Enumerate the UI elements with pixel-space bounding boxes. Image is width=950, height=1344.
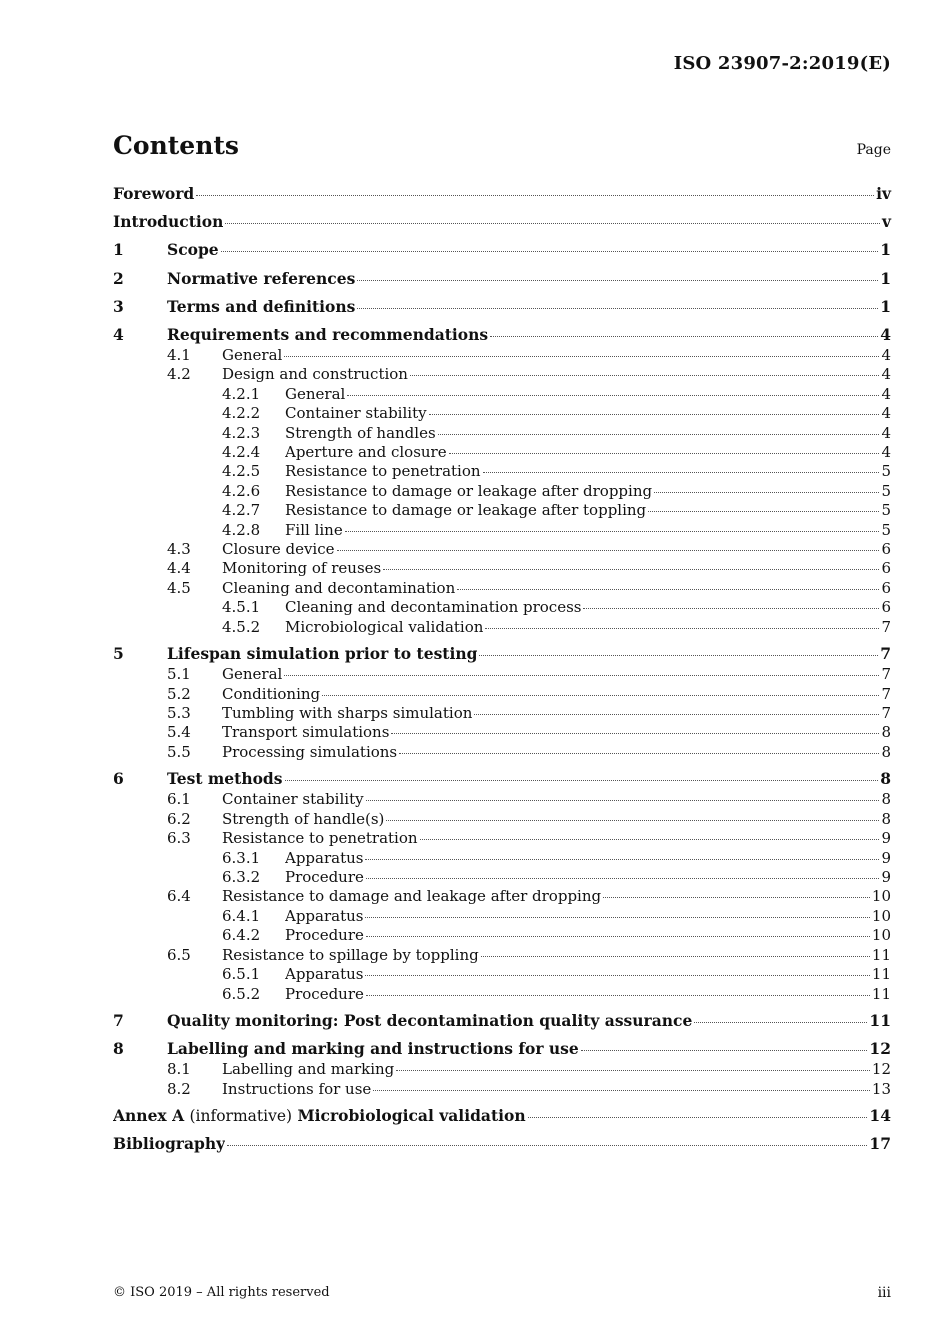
dot-leader bbox=[391, 732, 879, 734]
toc-entry-page: 10 bbox=[871, 926, 891, 945]
toc-entry-page: 8 bbox=[881, 809, 891, 828]
toc-entry[interactable] bbox=[113, 443, 891, 462]
toc-entry-title: Resistance to penetration bbox=[285, 462, 481, 481]
toc-entry[interactable] bbox=[113, 685, 891, 704]
dot-leader bbox=[284, 355, 879, 357]
toc-entry-number: 5.2 bbox=[167, 684, 191, 703]
toc-entry[interactable] bbox=[113, 849, 891, 868]
toc-entry[interactable] bbox=[113, 965, 891, 984]
page-number: iii bbox=[877, 1285, 891, 1301]
toc-entry-number: 3 bbox=[113, 296, 124, 316]
toc-entry-title: General bbox=[222, 665, 283, 684]
toc-entry-page: 11 bbox=[871, 984, 891, 1003]
toc-entry[interactable] bbox=[113, 868, 891, 887]
toc-entry[interactable] bbox=[113, 424, 891, 443]
dot-leader bbox=[654, 491, 879, 493]
toc-entry-title: Apparatus bbox=[285, 906, 364, 925]
dot-leader bbox=[438, 433, 880, 435]
toc-entry-title: Strength of handle(s) bbox=[222, 809, 385, 828]
toc-entry-page: 5 bbox=[881, 501, 891, 520]
toc-entry-number: 4.4 bbox=[167, 559, 191, 578]
toc-entry[interactable] bbox=[113, 665, 891, 684]
copyright-notice: © ISO 2019 – All rights reserved bbox=[113, 1285, 330, 1300]
toc-entry[interactable] bbox=[113, 643, 891, 665]
toc-entry-page: 5 bbox=[881, 462, 891, 481]
toc-entry-number: 7 bbox=[113, 1011, 124, 1031]
dot-leader bbox=[365, 916, 869, 918]
toc-entry-page: 13 bbox=[871, 1079, 891, 1098]
toc-entry[interactable] bbox=[113, 1010, 891, 1032]
dot-leader bbox=[366, 799, 880, 801]
toc-entry-number: 6.5 bbox=[167, 945, 191, 964]
toc-entry-number: 6.3.1 bbox=[222, 848, 261, 867]
dot-leader bbox=[383, 568, 879, 570]
toc-entry-page: 8 bbox=[881, 742, 891, 761]
toc-entry-title: Procedure bbox=[285, 926, 364, 945]
toc-entry-number: 4.2.4 bbox=[222, 442, 261, 461]
dot-leader bbox=[345, 530, 880, 532]
dot-leader bbox=[357, 307, 878, 309]
toc-entry[interactable] bbox=[113, 404, 891, 423]
toc-entry-title: Apparatus bbox=[285, 848, 364, 867]
toc-entry-page: 6 bbox=[881, 559, 891, 578]
toc-entry-title bbox=[113, 1105, 526, 1127]
dot-leader bbox=[481, 955, 870, 957]
toc-entry-title: Introduction bbox=[113, 212, 224, 232]
toc-entry[interactable] bbox=[113, 268, 891, 290]
toc-entry-page: 8 bbox=[880, 769, 891, 789]
dot-leader bbox=[284, 674, 879, 676]
toc-entry-title: General bbox=[222, 345, 283, 364]
toc-entry[interactable] bbox=[113, 704, 891, 723]
toc-entry-page: 1 bbox=[880, 268, 891, 288]
toc-entry-page: 4 bbox=[881, 384, 891, 403]
dot-leader bbox=[603, 896, 870, 898]
toc-entry[interactable] bbox=[113, 768, 891, 790]
document-identifier: ISO 23907-2:2019(E) bbox=[673, 53, 891, 74]
toc-entry-title-prefix: Annex A bbox=[113, 1106, 185, 1126]
toc-entry-title: Cleaning and decontamination process bbox=[285, 598, 582, 617]
toc-entry-title: Monitoring of reuses bbox=[222, 559, 382, 578]
toc-entry-page: 1 bbox=[880, 296, 891, 316]
toc-entry-title: Instructions for use bbox=[222, 1079, 372, 1098]
toc-entry-title: Container stability bbox=[285, 404, 427, 423]
toc-entry[interactable] bbox=[113, 1133, 891, 1155]
dot-leader bbox=[386, 819, 879, 821]
toc-entry-title: Transport simulations bbox=[222, 723, 390, 742]
toc-entry-page: 11 bbox=[871, 965, 891, 984]
dot-leader bbox=[366, 994, 870, 996]
toc-entry-number: 8.2 bbox=[167, 1079, 191, 1098]
toc-entry-page: 10 bbox=[871, 906, 891, 925]
toc-entry-title: Labelling and marking bbox=[222, 1060, 395, 1079]
toc-entry-number: 8 bbox=[113, 1039, 124, 1059]
toc-entry-title: Scope bbox=[167, 240, 219, 260]
toc-entry-page: 4 bbox=[881, 404, 891, 423]
toc-entry-page: 10 bbox=[871, 887, 891, 906]
toc-entry-title: Quality monitoring: Post decontamination quality assurance bbox=[167, 1011, 693, 1031]
toc-entry-title: Resistance to spillage by toppling bbox=[222, 945, 479, 964]
toc-entry-number: 4.5.2 bbox=[222, 617, 261, 636]
toc-entry-page: 4 bbox=[880, 324, 891, 344]
toc-entry-title: Cleaning and decontamination bbox=[222, 578, 456, 597]
toc-entry-page: 9 bbox=[881, 868, 891, 887]
toc-entry[interactable] bbox=[113, 501, 891, 520]
toc-entry-number: 4.2.2 bbox=[222, 404, 261, 423]
dot-leader bbox=[285, 779, 879, 781]
toc-entry[interactable] bbox=[113, 482, 891, 501]
toc-entry[interactable] bbox=[113, 296, 891, 318]
toc-entry-page: 12 bbox=[869, 1039, 891, 1059]
toc-entry[interactable] bbox=[113, 521, 891, 540]
dot-leader bbox=[648, 510, 879, 512]
dot-leader bbox=[196, 194, 874, 196]
toc-entry-number: 4.2.3 bbox=[222, 423, 261, 442]
toc-entry-page: 5 bbox=[881, 481, 891, 500]
dot-leader bbox=[337, 549, 880, 551]
toc-entry-title: Resistance to penetration bbox=[222, 829, 418, 848]
toc-entry-number: 6.3 bbox=[167, 829, 191, 848]
toc-entry-number: 4.2.5 bbox=[222, 462, 261, 481]
toc-entry-number: 4.2.7 bbox=[222, 501, 261, 520]
toc-entry-page: v bbox=[881, 212, 891, 232]
toc-entry-page: 7 bbox=[881, 704, 891, 723]
toc-entry-number: 4.5 bbox=[167, 578, 191, 597]
toc-entry-page: 4 bbox=[881, 365, 891, 384]
toc-entry-number: 4.1 bbox=[167, 345, 191, 364]
toc-entry-number: 5.3 bbox=[167, 704, 191, 723]
toc-entry[interactable] bbox=[113, 1080, 891, 1099]
toc-entry-title: Requirements and recommendations bbox=[167, 324, 489, 344]
toc-entry-number: 4.2.1 bbox=[222, 384, 261, 403]
toc-entry-page: 6 bbox=[881, 578, 891, 597]
toc-entry-page: 8 bbox=[881, 790, 891, 809]
dot-leader bbox=[365, 974, 869, 976]
toc-entry-page: 17 bbox=[869, 1134, 891, 1154]
toc-entry-page: 4 bbox=[881, 345, 891, 364]
toc-entry-number: 2 bbox=[113, 268, 124, 288]
page-title: Contents bbox=[113, 131, 240, 160]
toc-entry-number: 4.2 bbox=[167, 365, 191, 384]
toc-entry-page: 11 bbox=[869, 1011, 891, 1031]
toc-entry[interactable] bbox=[113, 829, 891, 848]
toc-entry-number: 4.2.8 bbox=[222, 520, 261, 539]
dot-leader bbox=[581, 1049, 868, 1051]
dot-leader bbox=[449, 452, 880, 454]
toc-entry[interactable] bbox=[113, 559, 891, 578]
table-of-contents bbox=[113, 183, 891, 1155]
dot-leader bbox=[583, 607, 879, 609]
toc-entry-title: Container stability bbox=[222, 790, 364, 809]
toc-entry[interactable] bbox=[113, 723, 891, 742]
toc-entry-number: 4.3 bbox=[167, 540, 191, 558]
toc-entry-page: 14 bbox=[869, 1106, 891, 1126]
toc-entry-title: Resistance to damage or leakage after toppling bbox=[285, 501, 647, 520]
dot-leader bbox=[399, 752, 879, 754]
toc-entry-title: Design and construction bbox=[222, 365, 408, 384]
dot-leader bbox=[366, 935, 870, 937]
dot-leader bbox=[429, 413, 880, 415]
toc-entry-page: 9 bbox=[881, 848, 891, 867]
toc-entry[interactable] bbox=[113, 810, 891, 829]
toc-entry[interactable] bbox=[113, 887, 891, 906]
toc-entry[interactable] bbox=[113, 743, 891, 762]
dot-leader bbox=[322, 694, 879, 696]
dot-leader bbox=[373, 1089, 870, 1091]
toc-entry-number: 5.5 bbox=[167, 742, 191, 761]
toc-entry-title: Microbiological validation bbox=[285, 617, 484, 636]
toc-entry-title: Processing simulations bbox=[222, 742, 398, 761]
dot-leader bbox=[221, 250, 879, 252]
dot-leader bbox=[474, 713, 879, 715]
dot-leader bbox=[227, 1144, 867, 1146]
toc-entry-page: 12 bbox=[871, 1060, 891, 1079]
toc-entry-page: 11 bbox=[871, 945, 891, 964]
toc-entry-title: Normative references bbox=[167, 268, 356, 288]
dot-leader bbox=[694, 1021, 867, 1023]
toc-entry-number: 6.5.2 bbox=[222, 984, 261, 1003]
toc-entry-page: iv bbox=[876, 184, 891, 203]
toc-entry-page: 7 bbox=[881, 684, 891, 703]
dot-leader bbox=[365, 858, 879, 860]
toc-entry-page: 8 bbox=[881, 723, 891, 742]
toc-entry-number: 4.2.6 bbox=[222, 481, 261, 500]
toc-entry-number: 8.1 bbox=[167, 1060, 191, 1079]
toc-entry[interactable] bbox=[113, 598, 891, 617]
toc-entry-title: General bbox=[285, 384, 346, 403]
toc-entry[interactable] bbox=[113, 1038, 891, 1060]
toc-entry-number: 4 bbox=[113, 324, 124, 344]
toc-entry-number: 6.2 bbox=[167, 809, 191, 828]
dot-leader bbox=[410, 374, 879, 376]
toc-entry-title: Bibliography bbox=[113, 1134, 226, 1154]
toc-entry-title: Conditioning bbox=[222, 684, 321, 703]
dot-leader bbox=[357, 279, 878, 281]
toc-entry-title: Foreword bbox=[113, 184, 195, 203]
toc-entry-number: 5.4 bbox=[167, 723, 191, 742]
dot-leader bbox=[528, 1116, 868, 1118]
dot-leader bbox=[420, 838, 880, 840]
toc-entry-title: Procedure bbox=[285, 868, 364, 887]
toc-entry-page: 5 bbox=[881, 520, 891, 539]
toc-entry[interactable] bbox=[113, 579, 891, 598]
toc-entry-number: 5 bbox=[113, 644, 124, 664]
toc-entry[interactable] bbox=[113, 385, 891, 404]
toc-entry-title: Fill line bbox=[285, 520, 343, 539]
toc-entry-title: Resistance to damage or leakage after dropping bbox=[285, 481, 653, 500]
toc-entry-title: Aperture and closure bbox=[285, 442, 447, 461]
toc-entry-title: Lifespan simulation prior to testing bbox=[167, 644, 478, 664]
toc-entry[interactable] bbox=[113, 239, 891, 261]
toc-entry-title: Test methods bbox=[167, 769, 283, 789]
toc-entry-number: 6.4 bbox=[167, 887, 191, 906]
toc-entry-title-suffix: Microbiological validation bbox=[297, 1106, 526, 1126]
toc-entry-number: 6.4.2 bbox=[222, 926, 261, 945]
toc-entry-number: 4.5.1 bbox=[222, 598, 261, 617]
toc-entry[interactable] bbox=[113, 365, 891, 384]
toc-entry-page: 6 bbox=[881, 540, 891, 558]
toc-entry-page: 4 bbox=[881, 423, 891, 442]
toc-entry-title-qualifier: (informative) bbox=[189, 1107, 293, 1126]
toc-entry-title: Resistance to damage and leakage after dropping bbox=[222, 887, 602, 906]
page-column-label: Page bbox=[856, 142, 891, 158]
toc-entry-page: 7 bbox=[880, 644, 891, 664]
toc-entry-page: 9 bbox=[881, 829, 891, 848]
dot-leader bbox=[485, 627, 879, 629]
dot-leader bbox=[490, 335, 878, 337]
toc-entry[interactable] bbox=[113, 346, 891, 365]
dot-leader bbox=[479, 654, 878, 656]
toc-entry[interactable] bbox=[113, 540, 891, 559]
toc-entry-page: 6 bbox=[881, 598, 891, 617]
toc-entry-number: 6.3.2 bbox=[222, 868, 261, 887]
toc-entry-title: Labelling and marking and instructions for use bbox=[167, 1039, 579, 1059]
toc-entry[interactable] bbox=[113, 211, 891, 233]
toc-entry-number: 6.1 bbox=[167, 790, 191, 809]
toc-entry[interactable] bbox=[113, 1060, 891, 1079]
toc-entry[interactable] bbox=[113, 946, 891, 965]
dot-leader bbox=[483, 471, 880, 473]
toc-entry[interactable] bbox=[113, 907, 891, 926]
toc-entry[interactable] bbox=[113, 618, 891, 637]
dot-leader bbox=[225, 222, 880, 224]
dot-leader bbox=[366, 877, 880, 879]
toc-entry-title: Tumbling with sharps simulation bbox=[222, 704, 473, 723]
toc-entry-title: Strength of handles bbox=[285, 423, 436, 442]
toc-entry-title: Apparatus bbox=[285, 965, 364, 984]
toc-entry-number: 6.5.1 bbox=[222, 965, 261, 984]
toc-entry-number: 1 bbox=[113, 240, 124, 260]
dot-leader bbox=[396, 1069, 870, 1071]
toc-entry[interactable] bbox=[113, 462, 891, 481]
toc-entry-page: 7 bbox=[881, 617, 891, 636]
toc-entry-title: Closure device bbox=[222, 540, 335, 558]
toc-entry[interactable] bbox=[113, 926, 891, 945]
dot-leader bbox=[347, 394, 879, 396]
toc-entry[interactable] bbox=[113, 183, 891, 205]
toc-entry-number: 6.4.1 bbox=[222, 906, 261, 925]
toc-entry-title: Terms and definitions bbox=[167, 296, 356, 316]
toc-entry-title: Procedure bbox=[285, 984, 364, 1003]
toc-entry-page: 7 bbox=[881, 665, 891, 684]
toc-entry[interactable] bbox=[113, 790, 891, 809]
toc-entry-number: 5.1 bbox=[167, 665, 191, 684]
toc-entry-page: 4 bbox=[881, 442, 891, 461]
toc-entry[interactable] bbox=[113, 324, 891, 346]
toc-entry-page: 1 bbox=[880, 240, 891, 260]
toc-entry[interactable] bbox=[113, 1105, 891, 1127]
toc-entry[interactable] bbox=[113, 985, 891, 1004]
dot-leader bbox=[457, 588, 879, 590]
toc-entry-number: 6 bbox=[113, 769, 124, 789]
